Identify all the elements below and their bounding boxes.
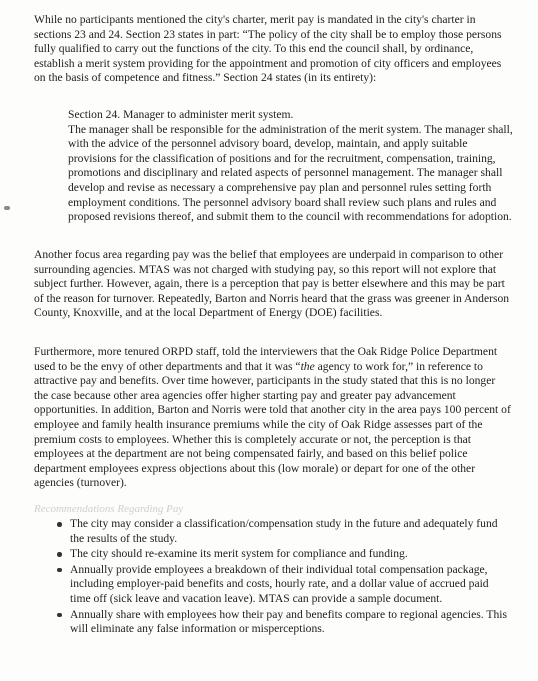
pay-perception-paragraph: Another focus area regarding pay was the belief that employees are underpaid in comparison to other surrounding agencies. MTAS was not charged with studying pay, so this report will not explore that subject further. However, again, there is a perception that pay is better elsewhere and this may be part of the reason for turnover. Repeatedly, Barton and Norris heard that the grass was greener in Anderson County, Knoxville, and at the local Department of Energy (DOE) facilities. [34,248,510,320]
recommendation-text: Annually share with employees how their pay and benefits compare to regional agencies. This will eliminate any false information or misperceptions. [70,607,507,636]
p4-text-start: Furthermore, more tenured ORPD staff, told the interviewers that the Oak Ridge Police Department used to be the envy of other departments and that it was “ [34,345,498,373]
recommendation-item [36,547,512,562]
recommendations-heading: Recommendations Regarding Pay [34,503,184,515]
bullet-icon [57,613,62,618]
quote-body: The manager shall be responsible for the administration of the merit system. The manager shall, with the advice of the personnel advisory board, develop, maintain, and apply suitable provisions for the classification of positions and for the recruitment, compensation, training, promotions and disciplinary and related aspects of personnel management. The manager shall develop and revise as necessary a comprehensive pay plan and personnel rules setting forth employment conditions. The personnel advisory board shall review such plans and rules and proposed revisions thereof, and submit them to the council with recommendations for adoption. [68,122,513,224]
margin-mark [4,206,10,210]
tenured-staff-paragraph [34,345,512,491]
recommendation-item [36,517,512,546]
recommendation-item [36,608,512,637]
recommendation-text: The city may consider a classification/compensation study in the future and adequately fund the results of the study. [70,517,498,545]
bullet-icon [57,522,62,527]
recommendation-text: Annually provide employees a breakdown of their individual total compensation package, including employer-paid benefits and costs, hourly rate, and a dollar value of accrued paid time off (sick leave and vacation leave). MTAS can provide a sample document. [70,562,489,605]
bullet-icon [57,568,62,573]
quote-title: Section 24. Manager to administer merit system. [68,108,294,121]
bullet-icon [57,552,62,557]
recommendation-item [36,563,512,607]
recommendation-text: The city should re-examine its merit system for compliance and funding. [70,547,408,561]
section-24-quote [68,108,514,225]
charter-paragraph: While no participants mentioned the city's charter, merit pay is mandated in the city's charter in sections 23 and 24. Section 23 states in part: “The policy of the city shall be to employ those persons fully qualified to carry out the functions of the city. To this end the council shall, by ordinance, establish a merit system providing for the appointment and promotion of city officers and employees on the basis of competence and fitness.” Section 24 states (in its entirety): [34,13,502,85]
p4-emphasis: the [300,359,315,373]
recommendations-list [36,517,512,638]
p4-text-end: agency to work for,” in reference to attractive pay and benefits. Over time however, participants in the study stated that this is no longer the case because other area agencies offer higher starting pay and greater pay advancement opportunities. In addition, Barton and Norris were told that another city in the area pays 100 percent of employee and family health insurance premiums while the city of Oak Ridge assesses part of the premium costs to employees. Whether this is completely accurate or not, the perception is that employees at the department are not being compensated fairly, and based on this belief police department employees express objections about this (low morale) or depart for one of the other agencies (turnover). [34,359,511,490]
